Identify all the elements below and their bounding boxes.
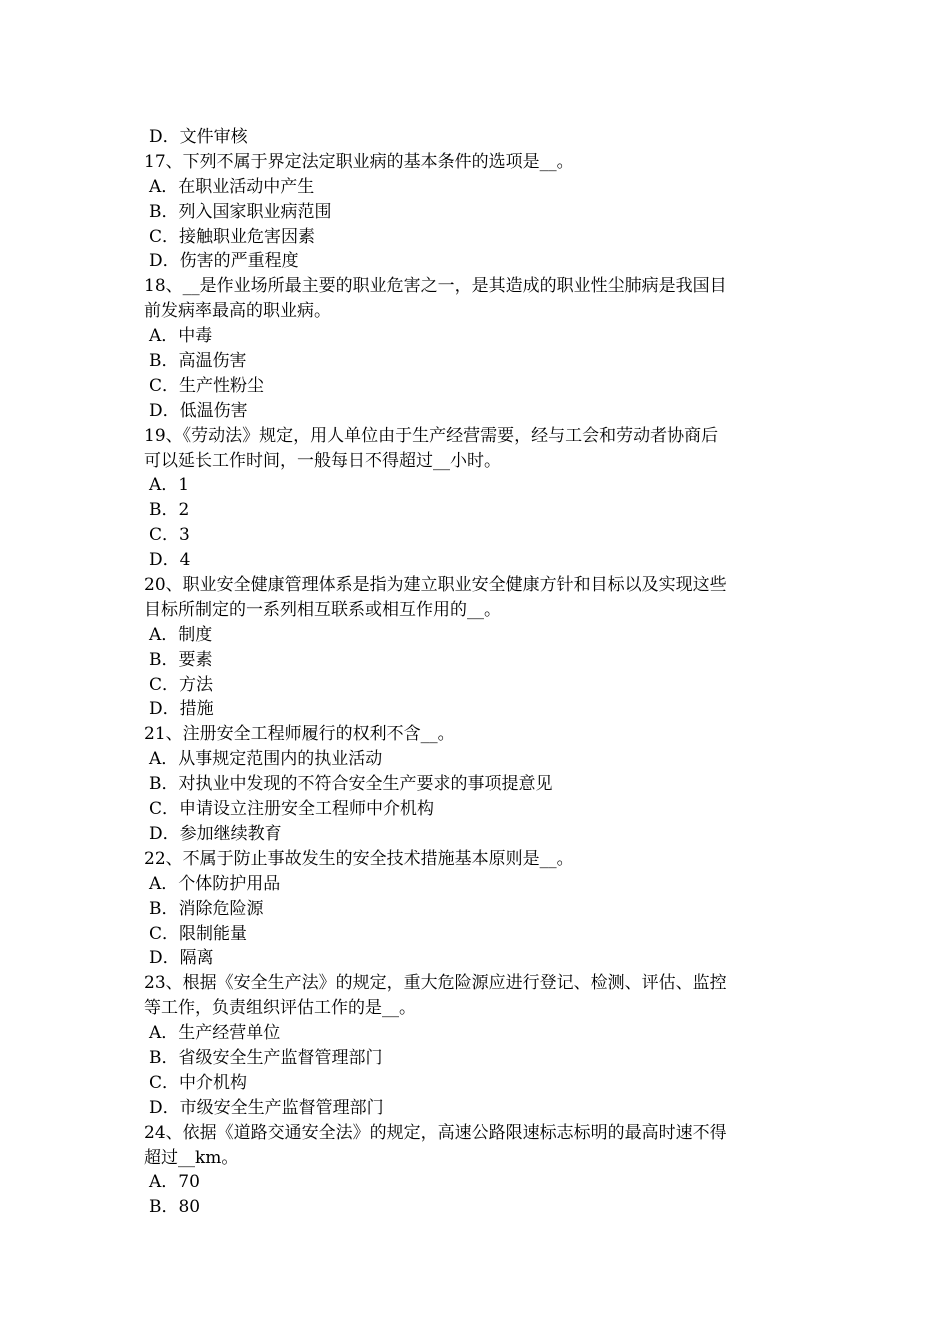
answer-option: B．消除危险源 <box>149 898 264 919</box>
answer-option: A．从事规定范围内的执业活动 <box>149 749 383 770</box>
answer-option: C．申请设立注册安全工程师中介机构 <box>149 799 435 820</box>
answer-option: D．低温伤害 <box>149 400 248 421</box>
answer-option: A．生产经营单位 <box>149 1023 281 1044</box>
answer-option: D．4 <box>149 550 191 571</box>
question-text: 19、《劳动法》规定，用人单位由于生产经营需要，经与工会和劳动者协商后 <box>144 425 719 446</box>
question-text: 18、__是作业场所最主要的职业危害之一，是其造成的职业性尘肺病是我国目 <box>144 276 727 297</box>
answer-option: A．个体防护用品 <box>149 873 281 894</box>
question-text: 24、依据《道路交通安全法》的规定，高速公路限速标志标明的最高时速不得 <box>144 1122 727 1143</box>
question-text: 目标所制定的一系列相互联系或相互作用的__。 <box>144 599 501 620</box>
answer-option: A．在职业活动中产生 <box>149 176 315 197</box>
question-text: 17、下列不属于界定法定职业病的基本条件的选项是__。 <box>144 151 574 172</box>
answer-option: B．要素 <box>149 649 213 670</box>
question-text: 21、注册安全工程师履行的权利不含__。 <box>144 724 455 745</box>
answer-option: D．参加继续教育 <box>149 823 282 844</box>
answer-option: B．高温伤害 <box>149 351 247 372</box>
question-text: 23、根据《安全生产法》的规定，重大危险源应进行登记、检测、评估、监控 <box>144 973 727 994</box>
answer-option: C．限制能量 <box>149 923 248 944</box>
question-text: 可以延长工作时间，一般每日不得超过__小时。 <box>144 450 501 471</box>
answer-option: D．文件审核 <box>149 127 248 147</box>
answer-option: A．中毒 <box>149 326 213 347</box>
answer-option: D．市级安全生产监督管理部门 <box>149 1097 384 1118</box>
answer-option: C．方法 <box>149 674 214 695</box>
question-text: 超过__km。 <box>144 1147 239 1168</box>
answer-option: A．70 <box>149 1172 200 1193</box>
question-text: 22、不属于防止事故发生的安全技术措施基本原则是__。 <box>144 848 574 869</box>
answer-option: B．列入国家职业病范围 <box>149 201 332 222</box>
answer-option: D．隔离 <box>149 948 214 969</box>
answer-option: C．生产性粉尘 <box>149 375 265 396</box>
answer-option: C．3 <box>149 525 190 546</box>
answer-option: B．对执业中发现的不符合安全生产要求的事项提意见 <box>149 774 553 795</box>
answer-option: C．接触职业危害因素 <box>149 226 316 247</box>
document-body <box>144 125 808 1220</box>
answer-option: B．省级安全生产监督管理部门 <box>149 1047 383 1068</box>
answer-option: A．1 <box>149 475 190 496</box>
question-text: 前发病率最高的职业病。 <box>144 301 331 322</box>
answer-option: D．伤害的严重程度 <box>149 251 299 272</box>
answer-option: B．2 <box>149 500 190 521</box>
answer-option: B．80 <box>149 1197 201 1218</box>
question-text: 等工作，负责组织评估工作的是__。 <box>144 998 416 1019</box>
question-text: 20、职业安全健康管理体系是指为建立职业安全健康方针和目标以及实现这些 <box>144 575 727 596</box>
answer-option: C．中介机构 <box>149 1072 248 1093</box>
answer-option: D．措施 <box>149 699 214 720</box>
answer-option: A．制度 <box>149 624 213 645</box>
